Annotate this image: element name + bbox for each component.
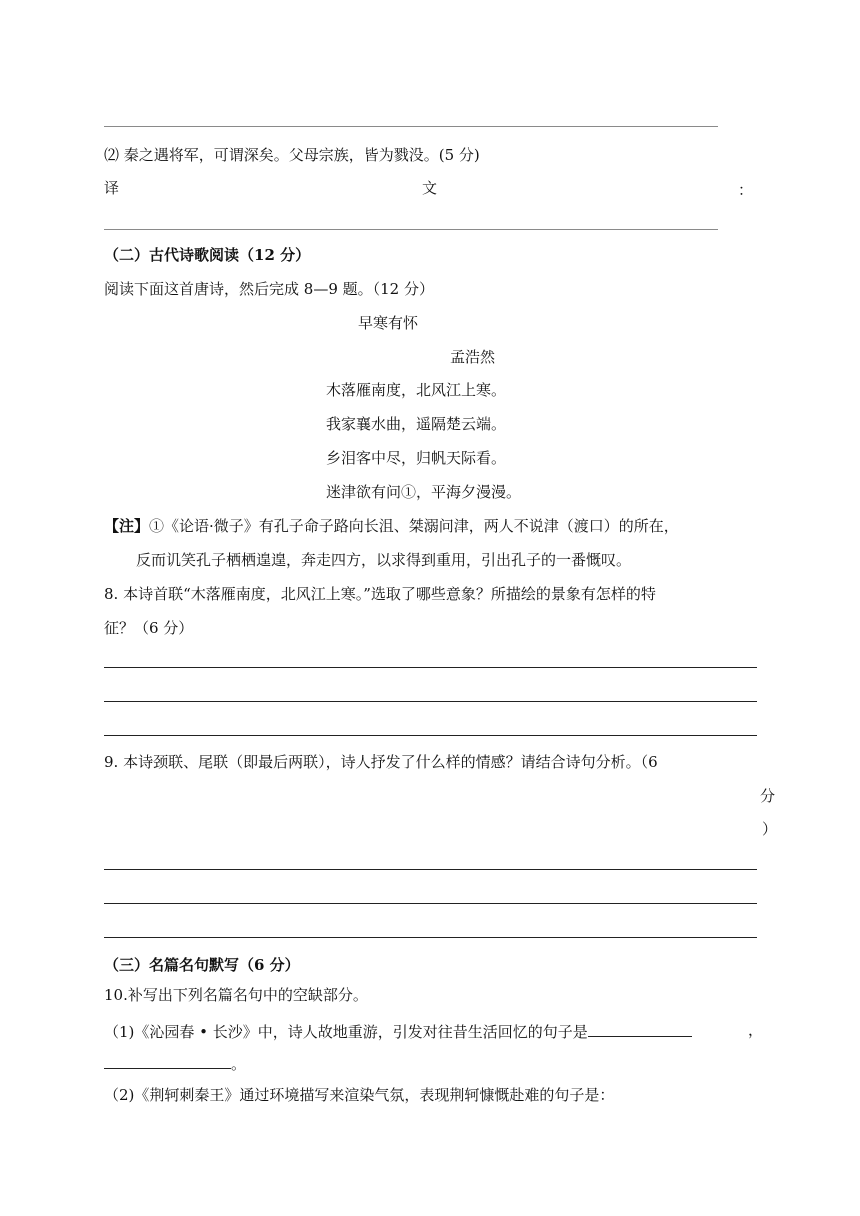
fill-item-2: （2)《荆轲刺秦王》通过环境描写来渲染气氛，表现荆轲慷慨赴难的句子是： bbox=[104, 1086, 615, 1104]
question-9-wrap: 分 bbox=[760, 787, 776, 805]
question-8-continued: 征？（6 分） bbox=[104, 619, 194, 637]
translation-colon: ： bbox=[738, 181, 754, 199]
note-paragraph bbox=[104, 516, 679, 536]
poem-line: 木落雁南度，北风江上寒。 bbox=[326, 381, 507, 399]
note-text-continued: 反而讥笑孔子栖栖遑遑，奔走四方，以求得到重用，引出孔子的一番慨叹。 bbox=[136, 551, 632, 569]
section-intro: 阅读下面这首唐诗，然后完成 8—9 题。（12 分） bbox=[104, 280, 434, 298]
poem-line: 我家襄水曲，遥隔楚云端。 bbox=[326, 415, 507, 433]
question-9: 9. 本诗颈联、尾联（即最后两联），诗人抒发了什么样的情感？请结合诗句分析。（6 bbox=[104, 753, 658, 771]
translation-question: ⑵ 秦之遇将军，可谓深矣。父母宗族，皆为戮没。(5 分) bbox=[104, 146, 480, 164]
fill-blank[interactable] bbox=[588, 1020, 692, 1037]
poem-line: 乡泪客中尽，归帆天际看。 bbox=[326, 449, 507, 467]
answer-line bbox=[104, 701, 757, 702]
answer-line bbox=[104, 869, 757, 870]
question-10: 10.补写出下列名篇名句中的空缺部分。 bbox=[104, 986, 368, 1004]
fill-item-1-text: （1)《沁园春 • 长沙》中，诗人故地重游，引发对往昔生活回忆的句子是 bbox=[104, 1023, 588, 1041]
note-label: 【注】 bbox=[104, 517, 150, 535]
answer-line bbox=[104, 903, 757, 904]
section-heading: （三）名篇名句默写（6 分） bbox=[104, 956, 300, 974]
poem-line: 迷津欲有问①，平海夕漫漫。 bbox=[326, 483, 522, 501]
fill-item-1-line-2 bbox=[104, 1052, 246, 1074]
answer-line bbox=[104, 667, 757, 668]
section-heading: （二）古代诗歌阅读（12 分） bbox=[104, 246, 311, 264]
answer-line bbox=[104, 735, 757, 736]
fill-item-1 bbox=[104, 1020, 692, 1042]
translation-label-2: 文 bbox=[422, 179, 438, 197]
poem-title: 早寒有怀 bbox=[358, 314, 419, 332]
fill-item-1-comma: ， bbox=[748, 1021, 764, 1039]
translation-label-1: 译 bbox=[104, 179, 120, 197]
question-8: 8. 本诗首联“木落雁南度，北风江上寒。”选取了哪些意象？所描绘的景象有怎样的特 bbox=[104, 585, 656, 603]
poem-author: 孟浩然 bbox=[450, 348, 496, 366]
note-text: ①《论语·微子》有孔子命子路向长沮、桀溺问津，两人不说津（渡口）的所在， bbox=[149, 517, 679, 535]
answer-line bbox=[104, 229, 718, 230]
answer-line bbox=[104, 937, 757, 938]
fill-blank[interactable] bbox=[104, 1052, 231, 1069]
question-9-wrap: ） bbox=[762, 820, 778, 838]
answer-line bbox=[104, 126, 718, 127]
fill-item-1-end: 。 bbox=[231, 1055, 247, 1073]
